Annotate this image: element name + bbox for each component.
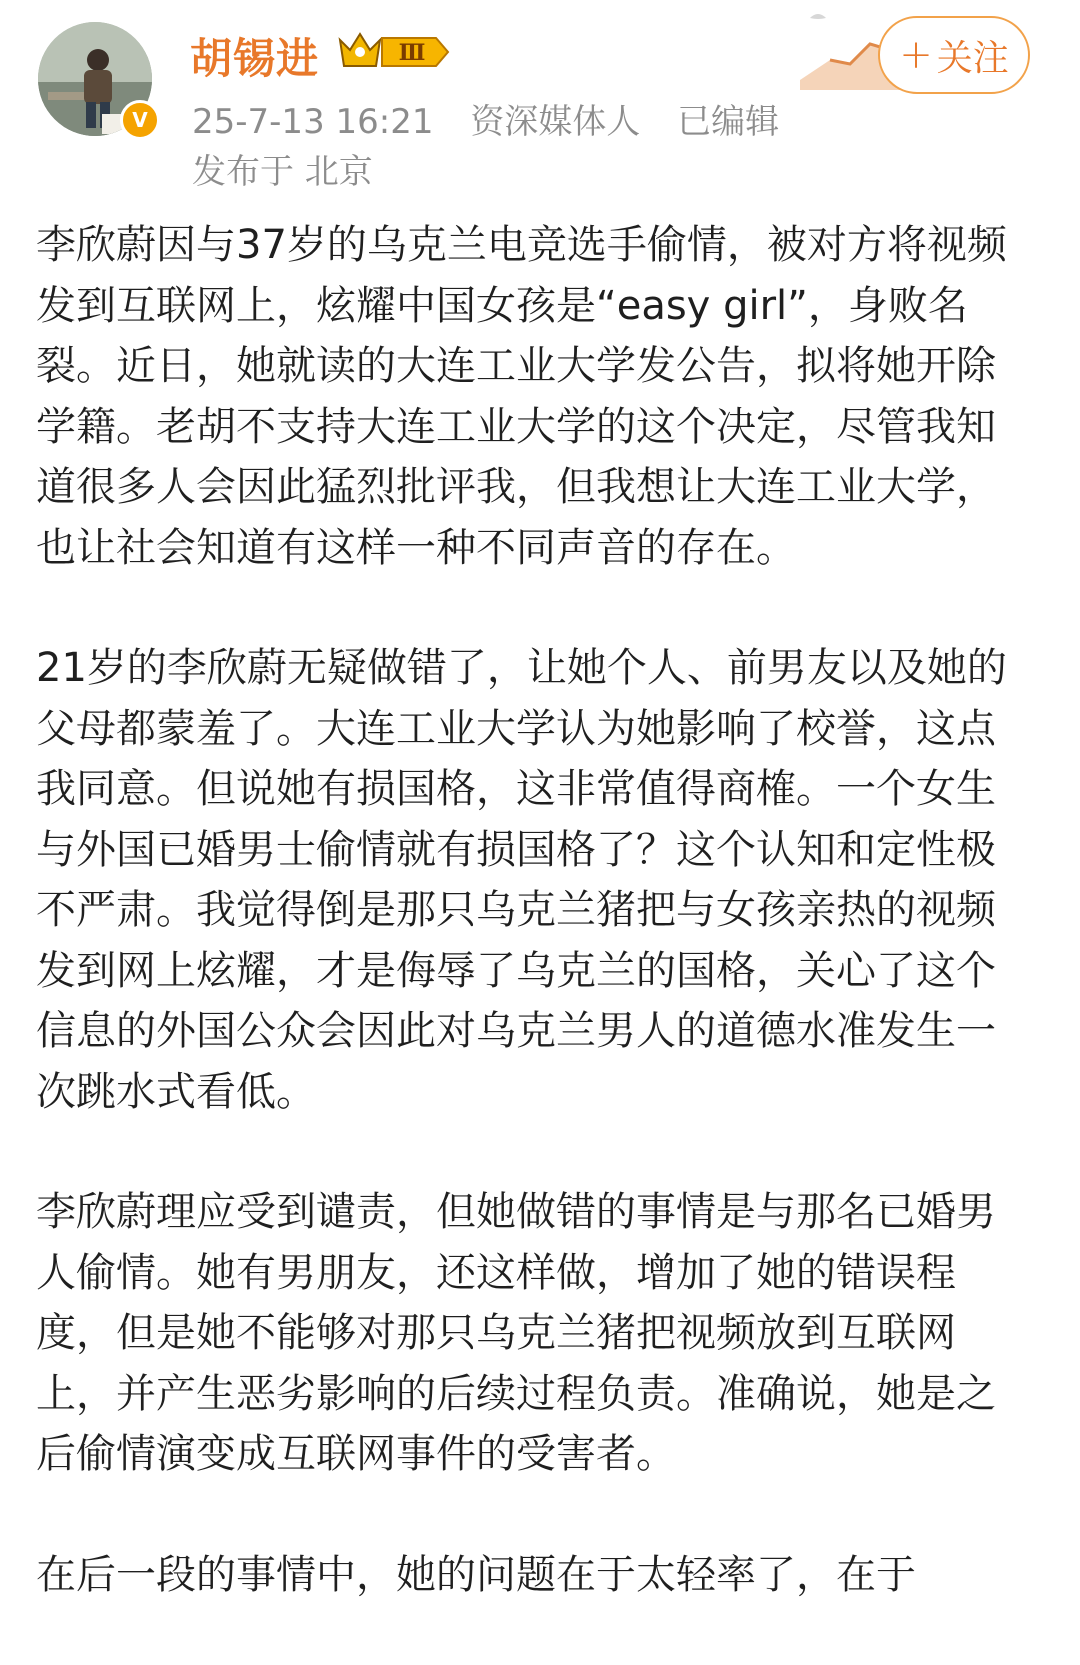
post-timestamp: 25-7-13 16:21 — [192, 102, 434, 142]
author-name[interactable]: 胡锡进 — [190, 34, 320, 83]
post-paragraph: 21岁的李欣蔚无疑做错了，让她个人、前男友以及她的父母都蒙羞了。大连工业大学认为她影响了校誉，这点我同意。但说她有损国格，这非常值得商榷。一个女生与外国已婚男士偷情就有损国格了？这个认知和定性极不严肃。我觉得倒是那只乌克兰猪把与女孩亲热的视频发到网上炫耀，才是侮辱了乌克兰的国格，关心了这个信息的外国公众会因此对乌克兰男人的道德水准发生一次跳水式看低。 — [36, 645, 1007, 1115]
post-meta — [192, 94, 805, 143]
post-body — [36, 215, 1026, 1665]
crown-rank-badge-icon — [336, 28, 452, 74]
follow-button[interactable] — [878, 16, 1030, 94]
post-paragraph: 李欣蔚理应受到谴责，但她做错的事情是与那名已婚男人偷情。她有男朋友，还这样做，增加了她的错误程度，但是她不能够对那只乌克兰猪把视频放到互联网上，并产生恶劣影响的后续过程负责。准确说，她是之后偷情演变成互联网事件的受害者。 — [36, 1189, 996, 1477]
follow-label: 关注 — [936, 37, 1009, 79]
plus-icon: + — [899, 32, 933, 78]
rank-label: Ⅲ — [398, 40, 426, 66]
post-location: 发布于 北京 — [192, 152, 373, 192]
post-header — [0, 0, 1080, 200]
post-paragraph: 李欣蔚因与37岁的乌克兰电竞选手偷情，被对方将视频发到互联网上，炫耀中国女孩是“easy girl”，身败名裂。近日，她就读的大连工业大学发公告，拟将她开除学籍。老胡不支持大连工业大学的这个决定，尽管我知道很多人会因此猛烈批评我，但我想让大连工业大学，也让社会知道有这样一种不同声音的存在。 — [36, 222, 1007, 571]
post-paragraph: 在后一段的事情中，她的问题在于太轻率了，在于 — [36, 1551, 916, 1598]
author-title: 资深媒体人 — [470, 102, 641, 142]
verified-v-icon: V — [120, 100, 160, 140]
edited-label[interactable]: 已编辑 — [677, 102, 780, 142]
